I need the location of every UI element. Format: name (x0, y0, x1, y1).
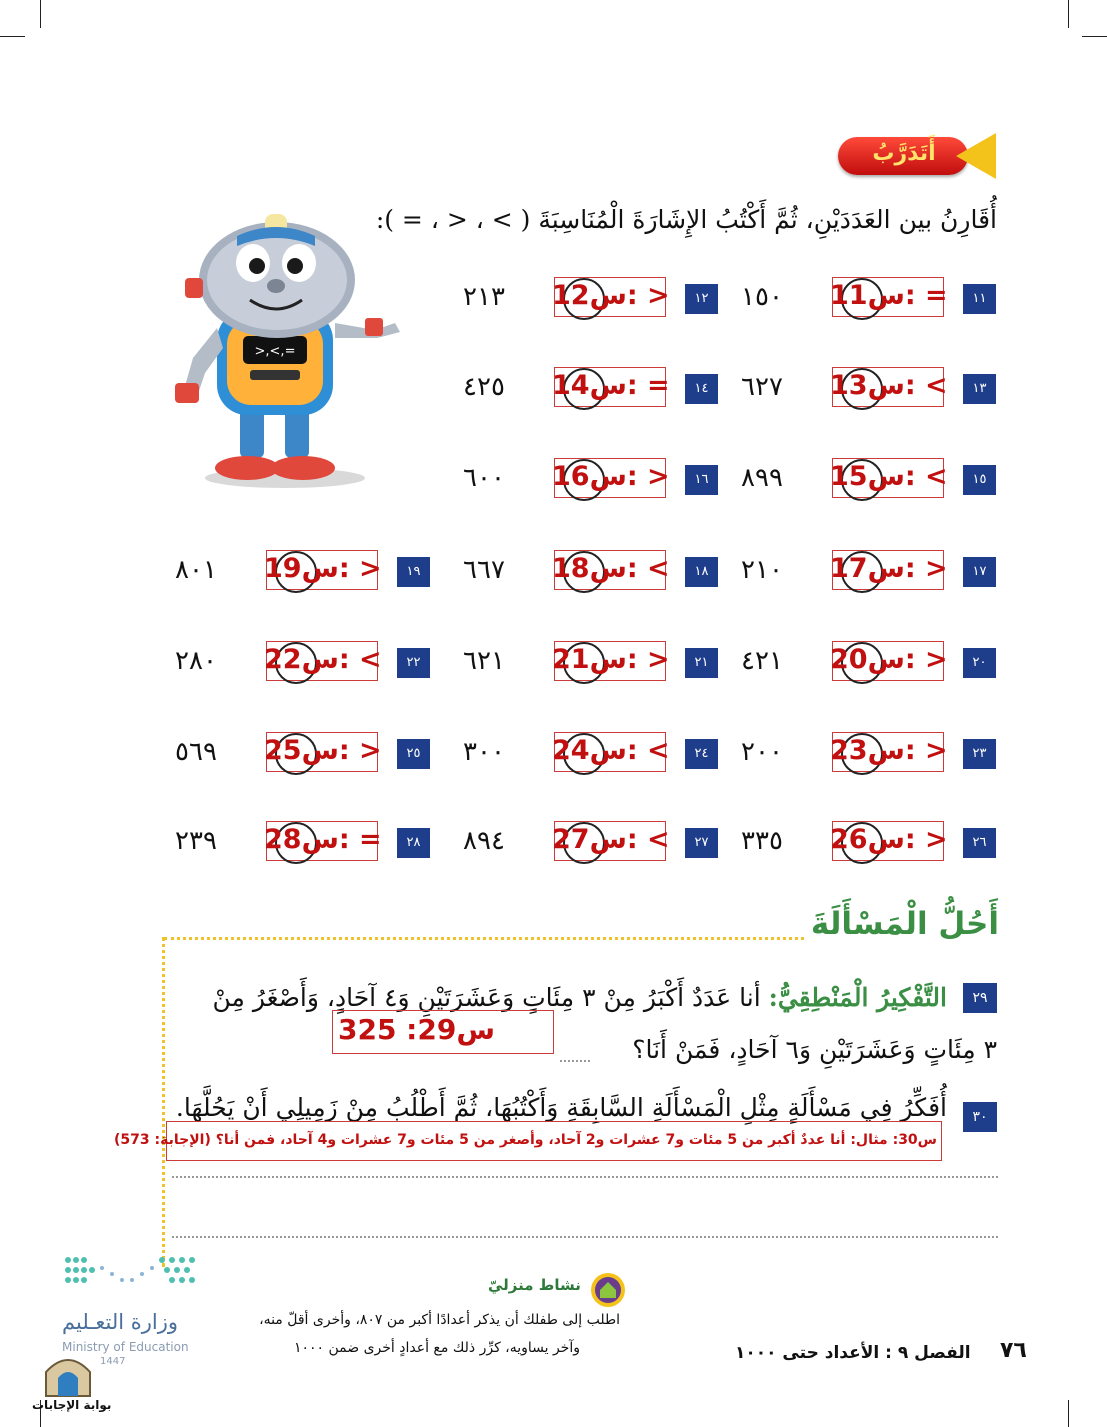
exercise-number: ١٤ (685, 374, 718, 404)
exercise-item (720, 549, 996, 595)
home-activity-line: وآخر يساويه، كرِّر ذلك مع أعدادٍ أخرى ضمن ١٠٠٠ (293, 1340, 580, 1356)
crop-mark (40, 0, 41, 28)
badge-label: أَتَدَرَّبُ (872, 141, 936, 166)
answer-text: س18: < (552, 553, 670, 584)
ministry-year: 1447 (100, 1356, 126, 1367)
dotted-divider (164, 937, 804, 940)
answer-box (332, 1010, 554, 1054)
exercise-item (442, 640, 718, 686)
exercise-number: ٢٣ (963, 739, 996, 769)
robot-screen-label: >,<,= (254, 344, 296, 359)
answer-line (172, 1236, 998, 1238)
home-activity-line: اطلب إلى طفلك أن يذكر أعدادًا أكبر من ٨٠٧، وأخرى أقلّ منه، (259, 1312, 620, 1328)
exercise-number: ٢٨ (397, 828, 430, 858)
compare-number: ٢٨٠ (175, 646, 217, 676)
answer-text: س30: مثال: أنا عددٌ أكبر من 5 مئات و7 عشرات و2 آحاد، وأصغر من 5 مئات و7 عشرات و4 آحاد، فمن أنا؟ (الإجابة: 573) (114, 1132, 937, 1148)
answer-text: س14: = (552, 370, 670, 401)
answer-text: س17: > (830, 553, 948, 584)
ministry-logo-icon (62, 1250, 202, 1300)
answer-text: س24: < (552, 735, 670, 766)
exercise-number: ٢١ (685, 648, 718, 678)
exercise-number: ١٥ (963, 465, 996, 495)
compare-number: ٤٢١ (741, 646, 783, 676)
ministry-name-arabic: وزارة التعـليم (62, 1310, 179, 1334)
compare-number: ٢٣٩ (175, 826, 217, 856)
compare-number: ٣٣٥ (741, 826, 783, 856)
exercise-number: ٢٥ (397, 739, 430, 769)
exercise-number: ٢٢ (397, 648, 430, 678)
answer-text: س28: = (264, 824, 382, 855)
answer-text: س29: 325 (337, 1013, 495, 1046)
exercise-item (720, 820, 996, 866)
answer-text: س23: > (830, 735, 948, 766)
practice-badge (838, 133, 996, 179)
robot-illustration (165, 208, 415, 493)
compare-number: ٨٩٤ (463, 826, 505, 856)
answer-box (114, 1121, 942, 1161)
crop-mark (1082, 36, 1107, 37)
answer-line (172, 1176, 998, 1178)
exercise-item (720, 276, 996, 322)
compare-number: ٢٠٠ (741, 737, 783, 767)
exercise-number: ١٣ (963, 374, 996, 404)
answer-text: س16: > (552, 461, 670, 492)
site-logo-icon (40, 1350, 96, 1398)
exercise-number: ١٨ (685, 557, 718, 587)
exercise-item (442, 549, 718, 595)
compare-number: ٦٦٧ (463, 555, 505, 585)
answer-text: س13: < (830, 370, 948, 401)
exercise-number: ٢٦ (963, 828, 996, 858)
answer-text: س12: > (552, 280, 670, 311)
question-29-line1 (167, 972, 947, 1024)
dotted-divider (162, 937, 165, 1267)
exercise-item (154, 549, 430, 595)
site-label: بوابة الإجابات (32, 1398, 112, 1412)
exercise-item (154, 640, 430, 686)
compare-number: ١٥٠ (741, 282, 783, 312)
question-text: أنا عَدَدٌ أَكْبَرُ مِنْ ٣ مِئَاتٍ وَعَشَرَتَيْنِ وَ٤ آحَادٍ، وَأَصْغَرُ مِنْ (212, 983, 761, 1012)
answer-text: س25: > (264, 735, 382, 766)
crop-mark (1068, 0, 1069, 28)
exercise-item (154, 820, 430, 866)
question-29-line2: ٣ مِئَاتٍ وَعَشَرَتَيْنِ وَ٦ آحَادٍ، فَمَنْ أَنَا؟ (632, 1035, 997, 1064)
answer-text: س15: < (830, 461, 948, 492)
compare-number: ٦٢١ (463, 646, 505, 676)
answer-text: س27: < (552, 824, 670, 855)
exercise-item (442, 820, 718, 866)
section-title: أَحُلُّ الْمَسْأَلَةَ (810, 906, 999, 942)
question-30-text: أُفَكِّرُ فِي مَسْأَلَةٍ مِثْلِ الْمَسْأَلَةِ السَّابِقَةِ وَأَكْتُبُهَا، ثُمَّ أَطْلُبُ مِنْ زَمِيلِي أَنْ يَحُلَّهَا. (175, 1093, 947, 1122)
answer-text: س21: > (552, 644, 670, 675)
compare-number: ٤٢٥ (463, 372, 505, 402)
exercise-item (442, 457, 718, 503)
exercise-number: ١٧ (963, 557, 996, 587)
answer-text: س20: > (830, 644, 948, 675)
answer-text: س11: = (830, 280, 948, 311)
question-number: ٣٠ (963, 1102, 997, 1132)
exercise-item (442, 366, 718, 412)
compare-number: ٣٠٠ (463, 737, 505, 767)
exercise-item (154, 731, 430, 777)
instruction-text: أُقَارِنُ بين العَدَدَيْنِ، ثُمَّ أَكْتُبُ الإِشَارَةَ الْمُنَاسِبَةَ ( > ، < ، = ): (375, 205, 997, 234)
answer-line (560, 1060, 590, 1062)
compare-number: ٦٠٠ (463, 463, 505, 493)
exercise-number: ٢٠ (963, 648, 996, 678)
exercise-number: ٢٧ (685, 828, 718, 858)
exercise-item (720, 457, 996, 503)
exercise-number: ١٢ (685, 284, 718, 314)
compare-number: ٨٩٩ (741, 463, 783, 493)
question-label: التَّفْكِيرُ الْمَنْطِقِيُّ: (768, 983, 947, 1012)
exercise-item (720, 640, 996, 686)
exercise-item (442, 731, 718, 777)
exercise-item (720, 366, 996, 412)
answer-text: س22: < (264, 644, 382, 675)
exercise-number: ٢٤ (685, 739, 718, 769)
exercise-number: ١٦ (685, 465, 718, 495)
answer-text: س19: > (264, 553, 382, 584)
question-number: ٢٩ (963, 983, 997, 1013)
compare-number: ٦٢٧ (741, 372, 783, 402)
crop-mark (0, 36, 25, 37)
home-activity-title: نشاط منزليّ (488, 1276, 581, 1294)
exercise-number: ١١ (963, 284, 996, 314)
ministry-name-english: Ministry of Education (62, 1340, 189, 1354)
compare-number: ٨٠١ (175, 555, 217, 585)
house-icon (590, 1272, 626, 1308)
answer-text: س26: > (830, 824, 948, 855)
page-number: ٧٦ (1000, 1338, 1027, 1363)
crop-mark (1068, 1400, 1069, 1427)
compare-number: ٥٦٩ (175, 737, 217, 767)
exercise-item (442, 276, 718, 322)
compare-number: ٢١٣ (463, 282, 505, 312)
compare-number: ٢١٠ (741, 555, 783, 585)
chapter-label: الفصل ٩ : الأعداد حتى ١٠٠٠ (735, 1343, 971, 1363)
exercise-item (720, 731, 996, 777)
exercise-number: ١٩ (397, 557, 430, 587)
